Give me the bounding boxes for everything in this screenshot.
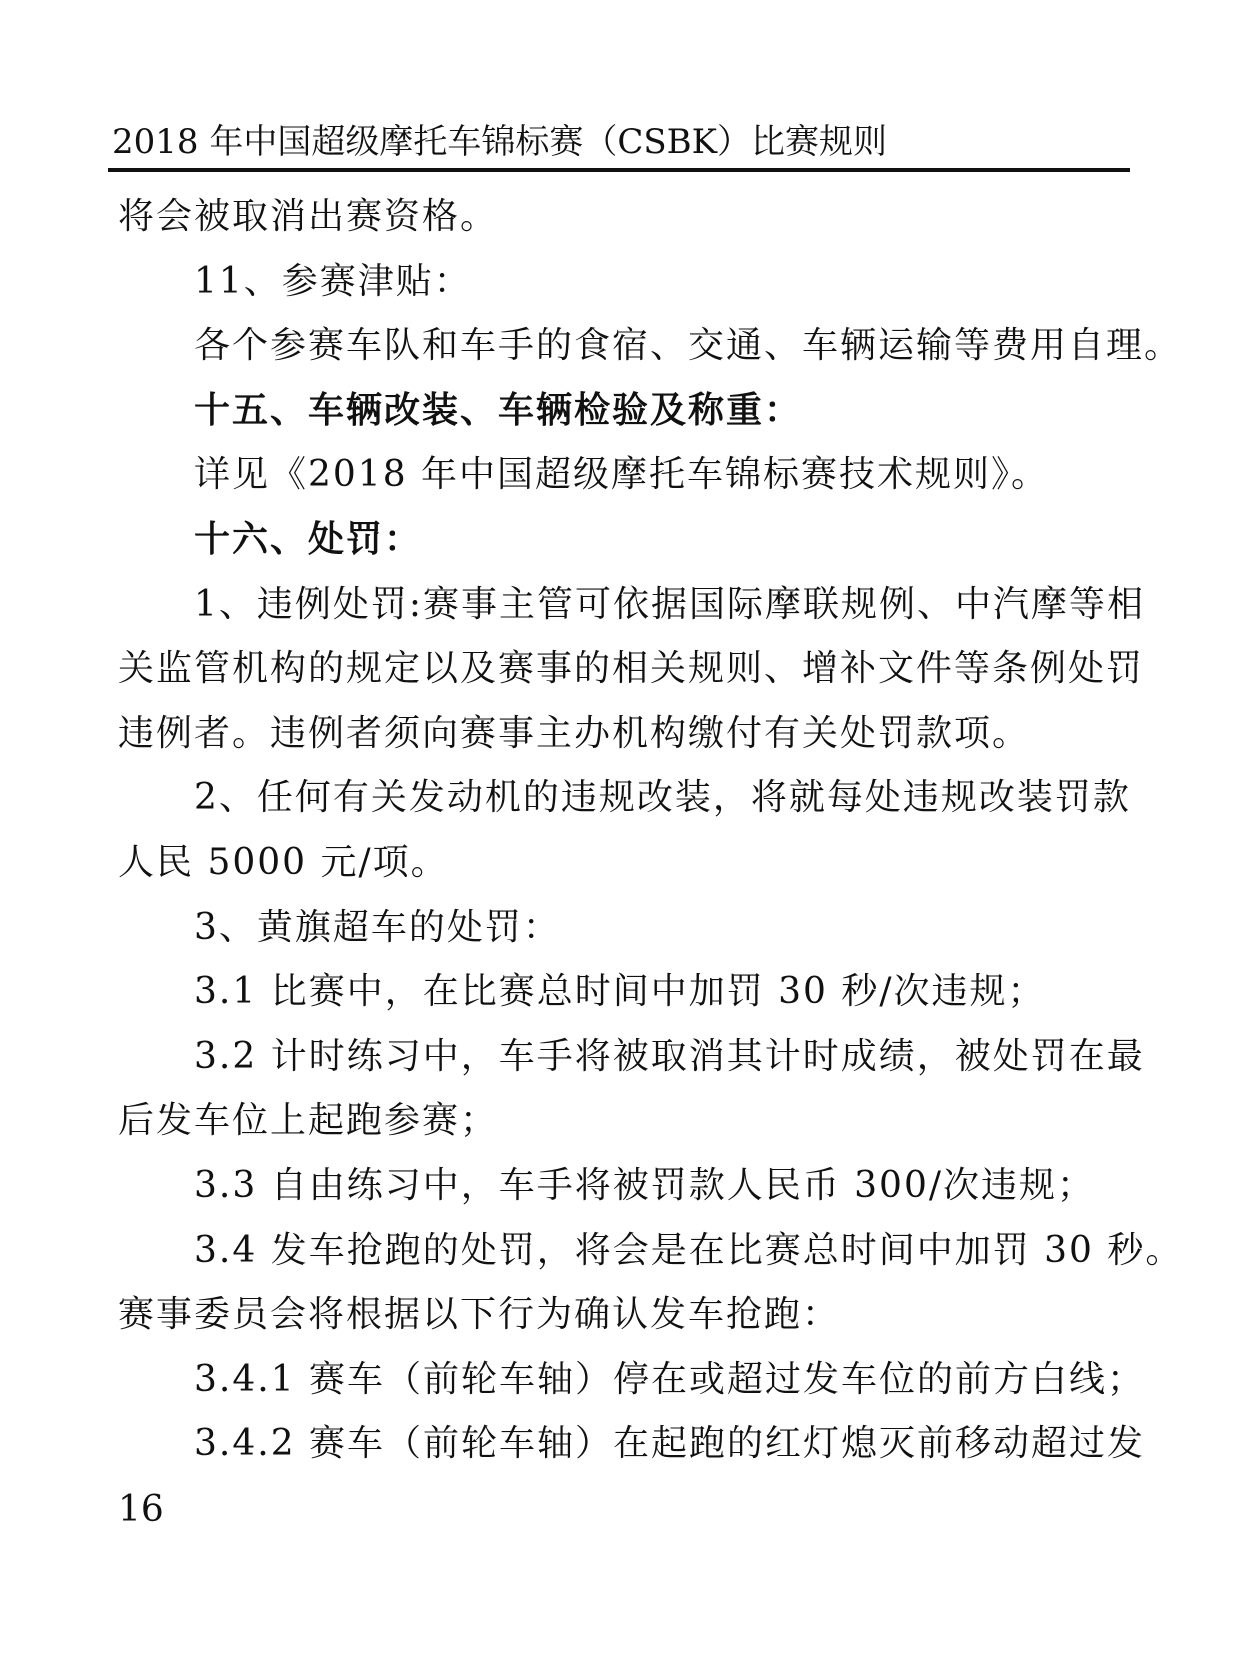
paragraph-line: 关监管机构的规定以及赛事的相关规则、增补文件等条例处罚: [118, 648, 1145, 690]
paragraph-line: 3.1 比赛中，在比赛总时间中加罚 30 秒/次违规；: [194, 971, 1046, 1013]
paragraph-line: 违例者。违例者须向赛事主办机构缴付有关处罚款项。: [118, 712, 1031, 754]
paragraph-line: 11、参赛津贴：: [194, 260, 472, 302]
paragraph-line: 1、违例处罚:赛事主管可依据国际摩联规例、中汽摩等相: [194, 583, 1146, 625]
paragraph-line: 3.4.2 赛车（前轮车轴）在起跑的红灯熄灭前移动超过发: [194, 1423, 1146, 1465]
paragraph-line: 3.2 计时练习中，车手将被取消其计时成绩，被处罚在最: [194, 1035, 1145, 1077]
section-heading: 十五、车辆改装、车辆检验及称重：: [194, 389, 803, 431]
paragraph-line: 将会被取消出赛资格。: [118, 196, 499, 237]
running-header-title: 2018 年中国超级摩托车锦标赛（CSBK）比赛规则: [112, 122, 888, 162]
paragraph-line: 2、任何有关发动机的违规改装，将就每处违规改装罚款: [194, 777, 1131, 819]
paragraph-line: 赛事委员会将根据以下行为确认发车抢跑：: [118, 1294, 841, 1336]
paragraph-line: 后发车位上起跑参赛；: [118, 1100, 499, 1142]
paragraph-line: 3、黄旗超车的处罚：: [194, 906, 561, 948]
paragraph-line: 各个参赛车队和车手的食宿、交通、车辆运输等费用自理。: [194, 325, 1183, 367]
document-body: [118, 185, 1184, 1477]
paragraph-line: 人民 5000 元/项。: [118, 841, 449, 883]
paragraph-line: 3.4.1 赛车（前轮车轴）停在或超过发车位的前方白线；: [194, 1358, 1146, 1400]
page-number: 16: [118, 1489, 164, 1530]
header-rule: [108, 168, 1130, 172]
paragraph-line: 3.3 自由练习中，车手将被罚款人民币 300/次违规；: [194, 1164, 1095, 1206]
section-heading: 十六、处罚：: [194, 518, 423, 560]
paragraph-line: 3.4 发车抢跑的处罚，将会是在比赛总时间中加罚 30 秒。: [194, 1229, 1184, 1271]
paragraph-line: 详见《2018 年中国超级摩托车锦标赛技术规则》。: [194, 454, 1050, 496]
